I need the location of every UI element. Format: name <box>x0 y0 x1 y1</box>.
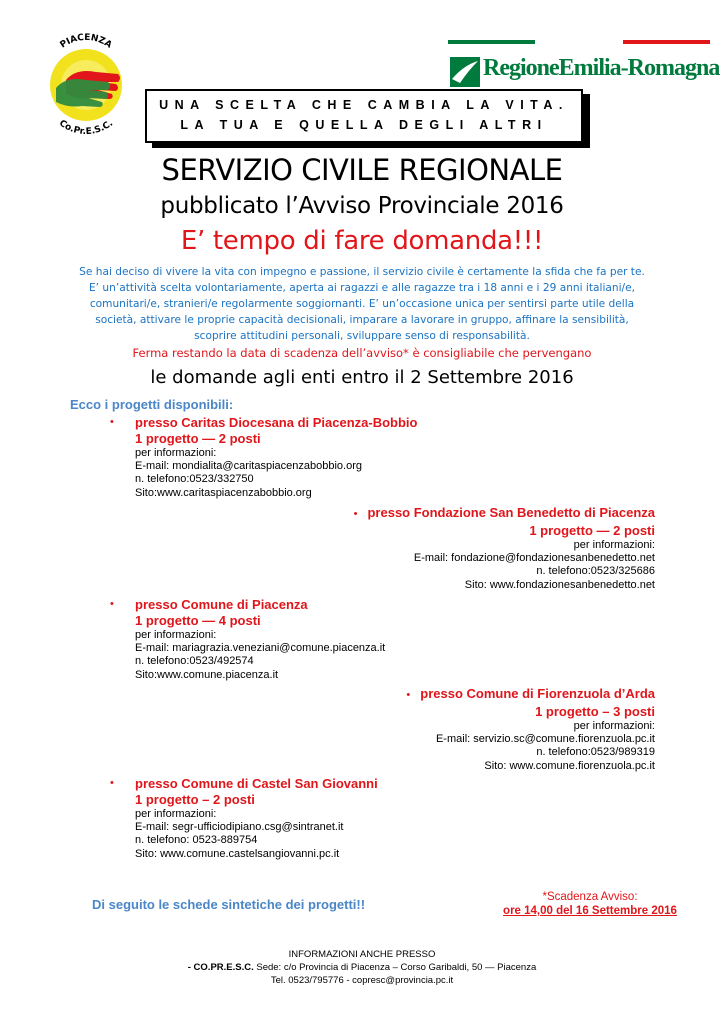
copresc-logo-graphic <box>36 28 136 138</box>
project-info-label: per informazioni: <box>573 720 655 732</box>
footer-line-1: INFORMAZIONI ANCHE PRESSO <box>288 949 436 960</box>
bullet-icon: • <box>110 777 114 789</box>
project-email: E-mail: servizio.sc@comune.fiorenzuola.pc.it <box>435 733 655 746</box>
scadenza-label: *Scadenza Avviso: <box>542 891 638 903</box>
region-color-bar <box>448 40 710 44</box>
footer-address: Sede: c/o Provincia di Piacenza – Corso Garibaldi, 50 — Piacenza <box>253 962 537 973</box>
tagline-line-1: UNA SCELTA CHE CAMBIA LA VITA. <box>159 98 569 112</box>
project-info-label: per informazioni: <box>135 629 217 641</box>
project-name: presso Comune di Piacenza <box>135 597 308 612</box>
project-name: presso Comune di Castel San Giovanni <box>135 776 378 791</box>
project-count: 1 progetto — 2 posti <box>529 523 655 538</box>
svg-text:Co.Pr.E.S.C. <box>57 118 115 137</box>
project-site: Sito:www.caritaspiacenzabobbio.org <box>135 486 312 499</box>
project-item <box>330 685 655 773</box>
footer <box>0 948 724 987</box>
project-email: E-mail: fondazione@fondazionesanbenedetto.net <box>413 552 655 565</box>
intro-line: Se hai deciso di vivere la vita con impegno e passione, il servizio civile è certamente la sfida che fa per te. <box>79 266 645 278</box>
tagline-box <box>145 89 583 143</box>
intro-paragraph <box>58 264 666 344</box>
project-phone: n. telefono:0523/989319 <box>536 746 655 759</box>
footer-org: - CO.PR.E.S.C. <box>187 962 254 973</box>
logo-bottom-text: Co.Pr.E.S.C. <box>57 118 115 138</box>
project-count: 1 progetto – 3 posti <box>535 704 655 719</box>
project-email: E-mail: mondialita@caritaspiacenzabobbio.org <box>135 460 363 473</box>
scadenza-box <box>490 890 690 918</box>
schede-note: Di seguito le schede sintetiche dei progetti!! <box>92 897 366 912</box>
project-item <box>110 596 455 682</box>
project-count: 1 progetto — 4 posti <box>135 613 261 628</box>
svg-text:PIACENZA <box>59 33 114 51</box>
scadenza-date: ore 14,00 del 16 Settembre 2016 <box>503 905 677 917</box>
copresc-logo <box>36 28 136 138</box>
project-item <box>290 504 655 592</box>
bullet-icon: • <box>110 416 114 428</box>
page-subtitle: pubblicato l’Avviso Provinciale 2016 <box>160 193 564 219</box>
region-name: RegioneEmilia-Romagna <box>483 55 720 81</box>
bullet-icon: • <box>353 508 358 520</box>
project-name: presso Fondazione San Benedetto di Piacenza <box>367 505 655 520</box>
logo-top-text: PIACENZA <box>58 32 114 51</box>
intro-line: comunitari/e, stranieri/e regolarmente soggiornanti. E’ un’occasione unica per sentirsi parte utile della <box>89 298 635 310</box>
project-info-label: per informazioni: <box>135 447 217 459</box>
project-phone: n. telefono: 0523-889754 <box>135 834 258 847</box>
project-phone: n. telefono:0523/492574 <box>135 655 254 668</box>
projects-heading: Ecco i progetti disponibili: <box>70 397 234 412</box>
project-site: Sito: www.comune.fiorenzuola.pc.it <box>484 759 655 772</box>
project-item <box>110 775 455 861</box>
deadline-note: Ferma restando la data di scadenza dell’avviso* è consigliabile che pervengano <box>132 346 592 360</box>
bullet-icon: • <box>110 598 114 610</box>
project-email: E-mail: segr-ufficiodipiano.csg@sintranet.it <box>135 821 344 834</box>
page-title: SERVIZIO CIVILE REGIONALE <box>161 153 563 187</box>
project-phone: n. telefono:0523/332750 <box>135 473 254 486</box>
project-site: Sito: www.fondazionesanbenedetto.net <box>464 578 655 591</box>
project-name: presso Comune di Fiorenzuola d’Arda <box>420 686 655 701</box>
intro-line: scoprire attitudini personali, sviluppare senso di responsabilità. <box>194 330 530 342</box>
project-item <box>110 414 455 500</box>
headline: E’ tempo di fare domanda!!! <box>180 226 544 256</box>
intro-line: E’ un’attività scelta volontariamente, aperta ai ragazzi e alle ragazze tra i 18 anni e i 29 anni italiani/e, <box>88 282 636 294</box>
footer-line-2 <box>0 961 724 974</box>
project-info-label: per informazioni: <box>573 539 655 551</box>
intro-line: società, attivare le proprie capacità decisionali, imparare a lavorare in gruppo, affinare la sensibilità, <box>95 314 629 326</box>
footer-line-3: Tel. 0523/795776 - copresc@provincia.pc.it <box>270 975 454 986</box>
project-phone: n. telefono:0523/325686 <box>536 565 655 578</box>
project-count: 1 progetto — 2 posti <box>135 431 261 446</box>
project-name: presso Caritas Diocesana di Piacenza-Bobbio <box>135 415 418 430</box>
bullet-icon: • <box>406 689 411 701</box>
region-flag-icon <box>450 57 480 87</box>
project-email: E-mail: mariagrazia.veneziani@comune.piacenza.it <box>135 642 386 655</box>
project-info-label: per informazioni: <box>135 808 217 820</box>
project-count: 1 progetto – 2 posti <box>135 792 255 807</box>
project-site: Sito: www.comune.castelsangiovanni.pc.it <box>135 847 340 860</box>
tagline-line-2: LA TUA E QUELLA DEGLI ALTRI <box>180 118 548 132</box>
project-site: Sito:www.comune.piacenza.it <box>135 668 279 681</box>
deadline-text: le domande agli enti entro il 2 Settembre 2016 <box>150 367 574 388</box>
